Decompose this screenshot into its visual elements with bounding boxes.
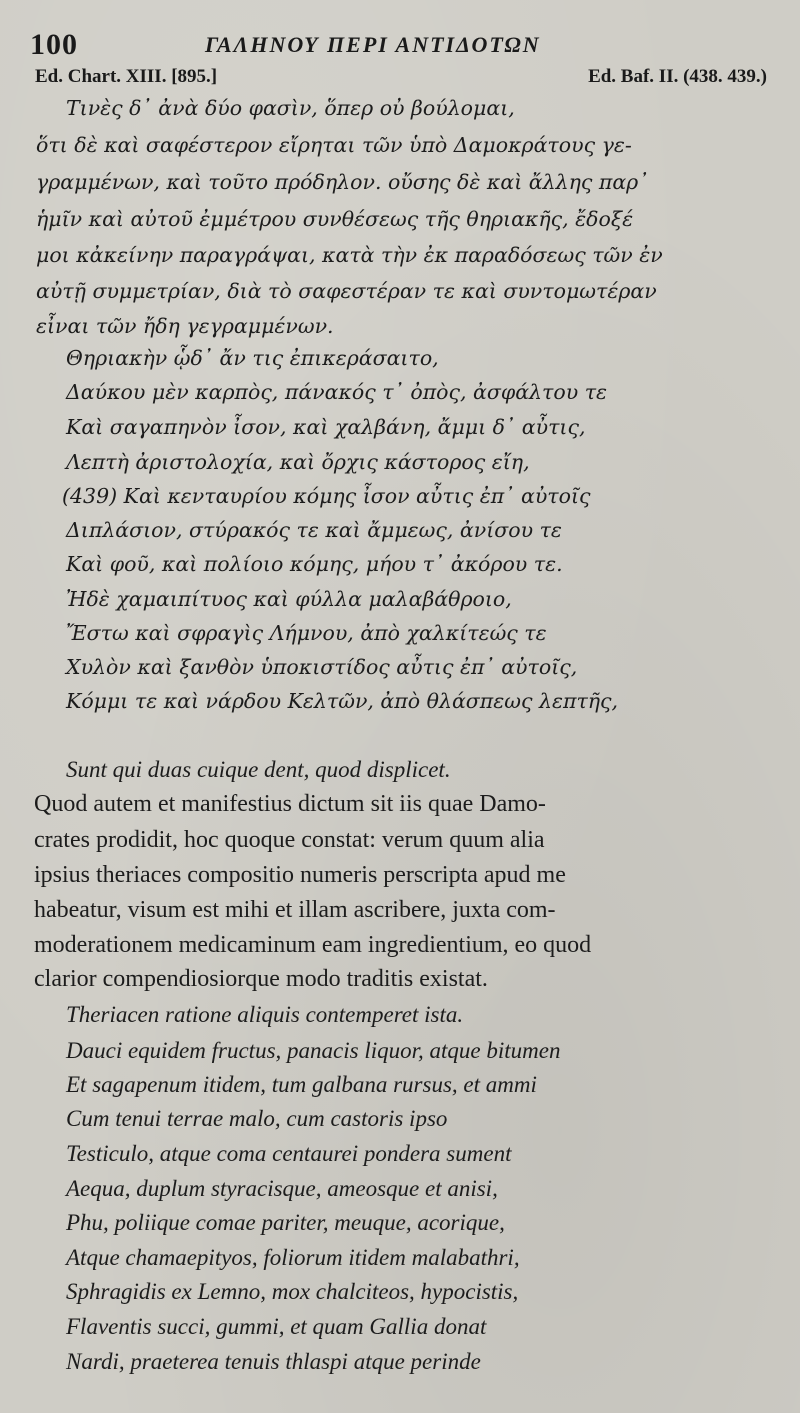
latin-prose-line: Quod autem et manifestius dictum sit iis quae Damo- — [34, 791, 546, 817]
greek-verse-line: Λεπτὴ ἀριστολοχία, καὶ ὄρχις κάστορος εἴη, — [66, 450, 530, 474]
edition-reference-right: Ed. Baf. II. (438. 439.) — [588, 66, 767, 87]
latin-verse-line: Phu, poliique comae pariter, meuque, acorique, — [66, 1210, 505, 1235]
greek-verse-line: Διπλάσιον, στύρακός τε καὶ ἄμμεως, ἀνίσου τε — [66, 518, 562, 542]
latin-verse-line: Atque chamaepityos, foliorum itidem malabathri, — [66, 1245, 520, 1270]
latin-verse-line: Et sagapenum itidem, tum galbana rursus, et ammi — [66, 1072, 537, 1097]
greek-verse-line: Καὶ σαγαπηνὸν ἶσον, καὶ χαλβάνη, ἄμμι δ᾽ αὖτις, — [66, 415, 586, 439]
latin-prose-line: habeatur, visum est mihi et illam ascribere, juxta com- — [34, 897, 556, 923]
running-title: ΓΑΛΗΝΟΥ ΠΕΡΙ ΑΝΤΙΔΟΤΩΝ — [205, 32, 541, 57]
latin-verse-line: Dauci equidem fructus, panacis liquor, atque bitumen — [66, 1038, 561, 1063]
greek-verse-line: Ἠδὲ χαμαιπίτυος καὶ φύλλα μαλαβάθροιο, — [66, 587, 512, 611]
latin-verse-line: Cum tenui terrae malo, cum castoris ipso — [66, 1106, 448, 1131]
latin-verse-line: Sphragidis ex Lemno, mox chalciteos, hypocistis, — [66, 1279, 519, 1304]
greek-prose-line: γραμμένων, καὶ τοῦτο πρόδηλον. οὔσης δὲ καὶ ἄλλης παρ᾽ — [36, 170, 649, 194]
greek-verse-line: (439) Καὶ κενταυρίου κόμης ἶσον αὖτις ἐπ᾽ αὐτοῖς — [62, 484, 591, 508]
greek-verse-line: Καὶ φοῦ, καὶ πολίοιο κόμης, μήου τ᾽ ἀκόρου τε. — [66, 552, 563, 576]
latin-prose-line: clarior compendiosiorque modo traditis existat. — [34, 966, 488, 992]
latin-verse-line: Theriacen ratione aliquis contemperet ista. — [66, 1002, 464, 1027]
latin-verse-line: Aequa, duplum styracisque, ameosque et anisi, — [66, 1176, 498, 1201]
greek-verse-line: Κόμμι τε καὶ νάρδου Κελτῶν, ἀπὸ θλάσπεως λεπτῆς, — [66, 689, 619, 713]
latin-prose-line: moderationem medicaminum eam ingredientium, eo quod — [34, 932, 592, 958]
latin-verse-line: Testiculo, atque coma centaurei pondera sument — [66, 1141, 512, 1166]
greek-prose-line: ὅτι δὲ καὶ σαφέστερον εἴρηται τῶν ὑπὸ Δαμοκράτους γε- — [36, 133, 632, 157]
latin-prose-line: ipsius theriaces compositio numeris perscripta apud me — [34, 862, 566, 888]
latin-prose-line: crates prodidit, hoc quoque constat: verum quum alia — [34, 827, 545, 853]
greek-prose-line: εἶναι τῶν ἤδη γεγραμμένων. — [36, 314, 334, 338]
latin-verse-line: Flaventis succi, gummi, et quam Gallia donat — [66, 1314, 487, 1339]
latin-verse-line: Nardi, praeterea tenuis thlaspi atque perinde — [66, 1349, 481, 1374]
latin-intro-line: Sunt qui duas cuique dent, quod displicet. — [66, 757, 451, 782]
edition-reference-left: Ed. Chart. XIII. [895.] — [35, 66, 218, 87]
greek-verse-line: Ἔστω καὶ σφραγὶς Λήμνου, ἀπὸ χαλκίτεώς τε — [66, 621, 547, 645]
greek-prose-line: Τινὲς δ᾽ ἀνὰ δύο φασὶν, ὅπερ οὐ βούλομαι, — [66, 96, 515, 120]
greek-verse-line: Θηριακὴν ᾧδ᾽ ἄν τις ἐπικεράσαιτο, — [66, 346, 439, 370]
greek-verse-line: Χυλὸν καὶ ξανθὸν ὑποκιστίδος αὖτις ἐπ᾽ αὐτοῖς, — [66, 655, 578, 679]
greek-prose-line: ἡμῖν καὶ αὐτοῦ ἐμμέτρου συνθέσεως τῆς θηριακῆς, ἔδοξέ — [36, 207, 634, 231]
edition-reference-line — [35, 66, 767, 92]
page-number: 100 — [30, 28, 78, 61]
greek-prose-line: αὐτῇ συμμετρίαν, διὰ τὸ σαφεστέραν τε καὶ συντομωτέραν — [36, 279, 657, 303]
greek-verse-line: Δαύκου μὲν καρπὸς, πάνακός τ᾽ ὀπὸς, ἀσφάλτου τε — [66, 380, 608, 404]
running-head — [30, 22, 770, 61]
greek-prose-line: μοι κἀκείνην παραγράψαι, κατὰ τὴν ἐκ παραδόσεως τῶν ἐν — [36, 243, 663, 267]
